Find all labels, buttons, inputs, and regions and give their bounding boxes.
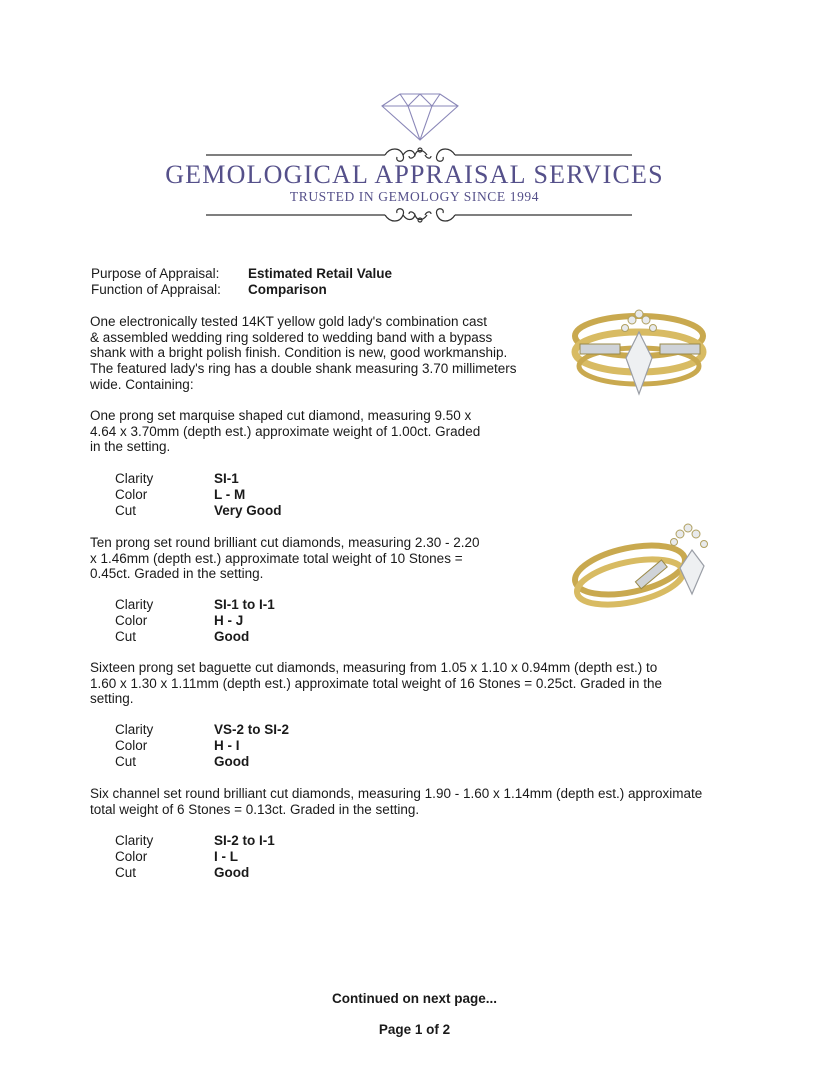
stone-4-cut-label: Cut: [115, 865, 137, 880]
page-number: Page 1 of 2: [378, 1022, 451, 1037]
stone-4-color-label: Color: [115, 849, 148, 864]
stone-4-color-value: I - L: [214, 849, 238, 864]
stone-2-clarity-value: SI-1 to I-1: [214, 597, 275, 612]
company-tagline: TRUSTED IN GEMOLOGY SINCE 1994: [289, 189, 540, 204]
purpose-label: Purpose of Appraisal:: [91, 266, 220, 281]
stone-3-cut-label: Cut: [115, 754, 137, 769]
stone-2-color-label: Color: [115, 613, 148, 628]
appraisal-logo: [0, 88, 829, 238]
stone-2-clarity-label: Clarity: [115, 597, 154, 612]
stone-4-clarity-label: Clarity: [115, 833, 154, 848]
purpose-row: [0, 266, 829, 282]
stone-4-cut-value: Good: [214, 865, 250, 880]
stone-4-clarity-value: SI-2 to I-1: [214, 833, 275, 848]
stone-3-description: Sixteen prong set baguette cut diamonds, measuring from 1.05 x 1.10 x 0.94mm (depth est.) to 1.60 x 1.30 x 1.11mm (depth est.) approximate total weight of 16 Stones = 0.25ct. Graded in the setting.: [90, 660, 662, 707]
ring-photo-side: [568, 512, 716, 612]
item-description: One electronically tested 14KT yellow gold lady's combination cast & assembled wedding ring soldered to wedding band with a bypass shank with a bright polish finish. Condition is new, good workmanship. The featured lady's ring has a double shank measuring 3.70 millimeters wide. Containing:: [90, 314, 517, 392]
stone-3-clarity-label: Clarity: [115, 722, 154, 737]
stone-3-color-label: Color: [115, 738, 148, 753]
stone-1-clarity-label: Clarity: [115, 471, 154, 486]
stone-1-description: One prong set marquise shaped cut diamond, measuring 9.50 x 4.64 x 3.70mm (depth est.) approximate weight of 1.00ct. Graded in the setting.: [90, 408, 481, 455]
stone-3-cut-value: Good: [214, 754, 250, 769]
continued-notice: Continued on next page...: [332, 991, 497, 1006]
stone-1-color-label: Color: [115, 487, 148, 502]
stone-1-clarity-value: SI-1: [214, 471, 239, 486]
stone-4-description: Six channel set round brilliant cut diamonds, measuring 1.90 - 1.60 x 1.14mm (depth est.) approximate total weight of 6 Stones = 0.13ct. Graded in the setting.: [90, 786, 703, 817]
stone-2-color-value: H - J: [214, 613, 244, 628]
stone-2-cut-label: Cut: [115, 629, 137, 644]
function-value: Comparison: [248, 282, 327, 297]
function-label: Function of Appraisal:: [91, 282, 221, 297]
stone-3-color-value: H - I: [214, 738, 240, 753]
purpose-value: Estimated Retail Value: [248, 266, 393, 281]
stone-1-cut-label: Cut: [115, 503, 137, 518]
stone-2-description: Ten prong set round brilliant cut diamonds, measuring 2.30 - 2.20 x 1.46mm (depth est.) approximate total weight of 10 Stones = 0.45ct. Graded in the setting.: [90, 535, 480, 582]
stone-2-cut-value: Good: [214, 629, 250, 644]
stone-3-clarity-value: VS-2 to SI-2: [214, 722, 290, 737]
stone-1-cut-value: Very Good: [214, 503, 282, 518]
stone-1-color-value: L - M: [214, 487, 246, 502]
ring-photo-front: [568, 296, 710, 414]
company-name: GEMOLOGICAL APPRAISAL SERVICES: [165, 160, 664, 189]
